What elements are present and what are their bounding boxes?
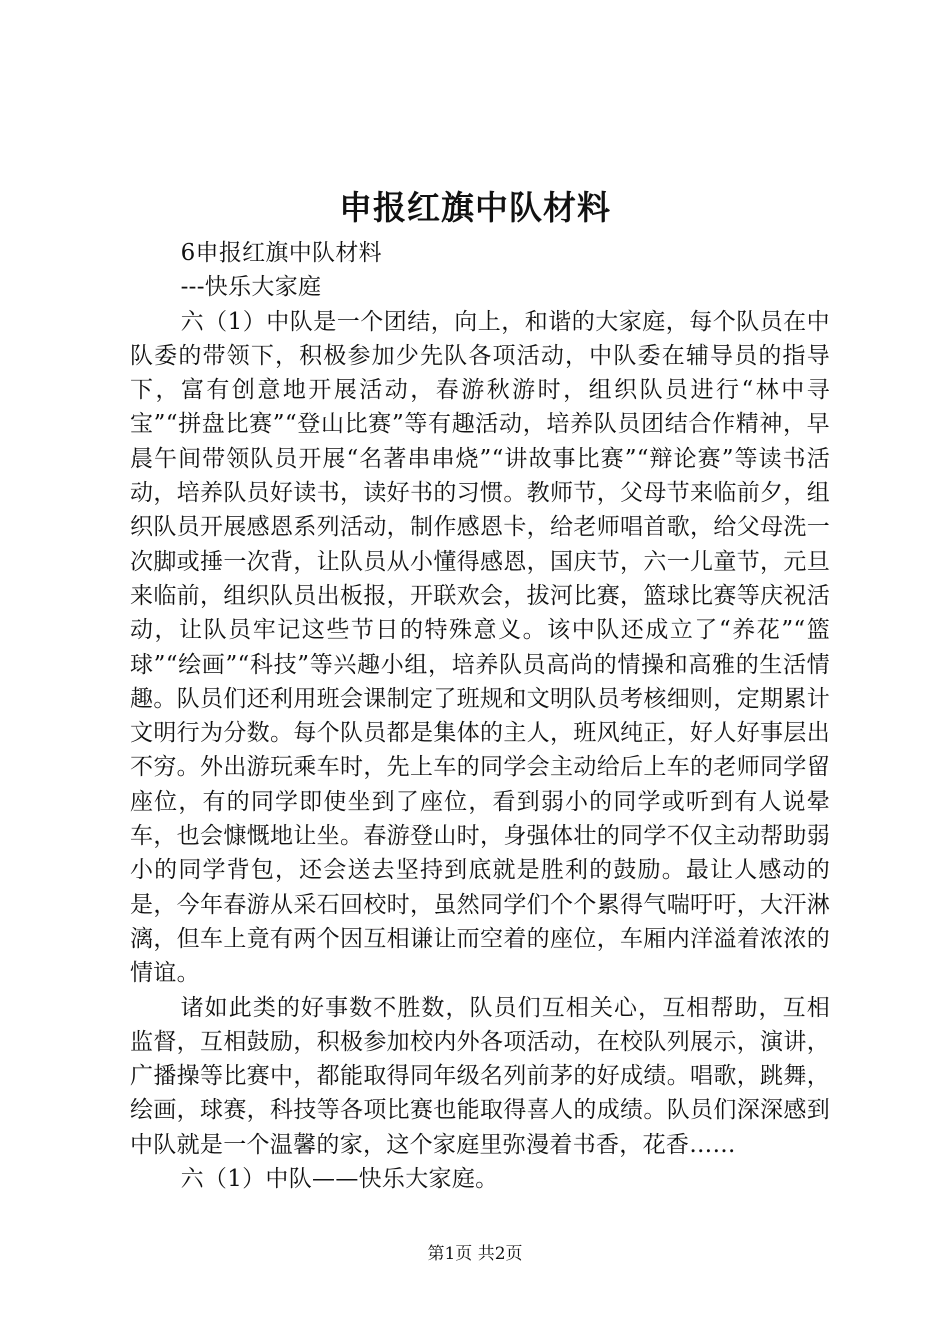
body-paragraph: 诸如此类的好事数不胜数，队员们互相关心，互相帮助，互相监督，互相鼓励，积极参加校内外各项活动，在校队列展示，演讲，广播操等比赛中，都能取得同年级名列前茅的好成绩。唱歌，跳舞，绘画，球赛，科技等各项比赛也能取得喜人的成绩。队员们深深感到中队就是一个温馨的家，这个家庭里弥漫着书香，花香……	[130, 994, 830, 1158]
document-title: 申报红旗中队材料	[339, 188, 611, 227]
body-paragraph: 六（1）中队是一个团结，向上，和谐的大家庭，每个队员在中队委的带领下，积极参加少先队各项活动，中队委在辅导员的指导下，富有创意地开展活动，春游秋游时，组织队员进行“林中寻宝”“拼盘比赛”“登山比赛”等有趣活动，培养队员团结合作精神，早晨午间带领队员开展“名著串串烧”“讲故事比赛”“辩论赛”等读书活动，培养队员好读书，读好书的习惯。教师节，父母节来临前夕，组织队员开展感恩系列活动，制作感恩卡，给老师唱首歌，给父母洗一次脚或捶一次背，让队员从小懂得感恩，国庆节，六一儿童节，元旦来临前，组织队员出板报，开联欢会，拔河比赛，篮球比赛等庆祝活动，让队员牢记这些节日的特殊意义。该中队还成立了“养花”“篮球”“绘画”“科技”等兴趣小组，培养队员高尚的情操和高雅的生活情趣。队员们还利用班会课制定了班规和文明队员考核细则，定期累计文明行为分数。每个队员都是集体的主人，班风纯正，好人好事层出不穷。外出游玩乘车时，先上车的同学会主动给后上车的老师同学留座位，有的同学即使坐到了座位，看到弱小的同学或听到有人说晕车，也会慷慨地让坐。春游登山时，身强体壮的同学不仅主动帮助弱小的同学背包，还会送去坚持到底就是胜利的鼓励。最让人感动的是，今年春游从采石回校时，虽然同学们个个累得气喘吁吁，大汗淋漓，但车上竟有两个因互相谦让而空着的座位，车厢内洋溢着浓浓的情谊。	[130, 308, 830, 987]
document-body	[130, 236, 830, 1196]
page-footer: 第1页 共2页	[427, 1244, 523, 1264]
closing-paragraph: 六（1）中队——快乐大家庭。	[180, 1166, 499, 1193]
subtitle-paragraph: 6申报红旗中队材料	[180, 240, 382, 266]
theme-paragraph: ---快乐大家庭	[180, 274, 322, 301]
